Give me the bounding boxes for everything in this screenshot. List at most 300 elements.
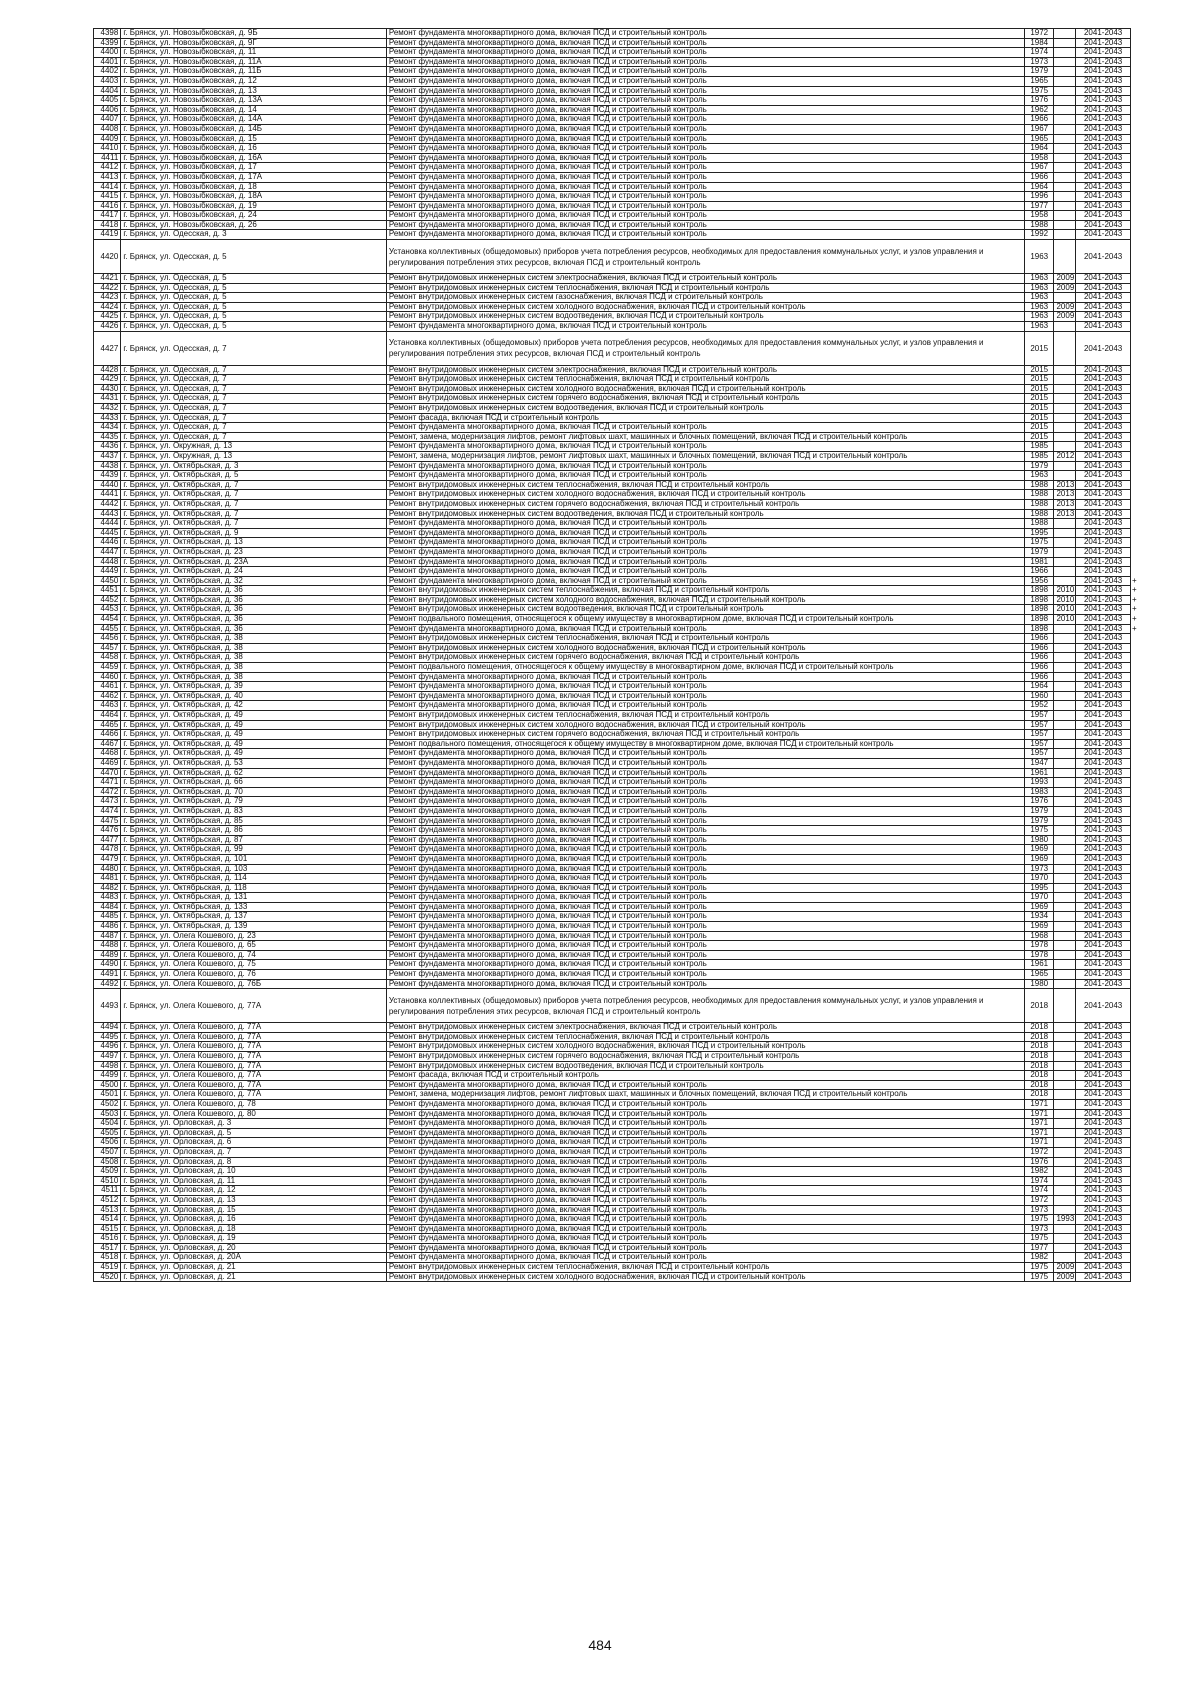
last-repair-year-cell bbox=[1054, 1042, 1076, 1052]
address-cell: г. Брянск, ул. Октябрьская, д. 13 bbox=[121, 538, 387, 548]
row-number: 4433 bbox=[94, 413, 121, 423]
address-cell: г. Брянск, ул. Октябрьская, д. 62 bbox=[121, 768, 387, 778]
last-repair-year-cell bbox=[1054, 1176, 1076, 1186]
mark-cell bbox=[1130, 499, 1142, 509]
last-repair-year-cell bbox=[1054, 1109, 1076, 1119]
table-row bbox=[94, 1119, 1143, 1129]
row-number: 4514 bbox=[94, 1215, 121, 1225]
address-cell: г. Брянск, ул. Олега Кошевого, д. 80 bbox=[121, 1109, 387, 1119]
build-year-cell: 1971 bbox=[1024, 1099, 1054, 1109]
page-number: 484 bbox=[588, 1637, 612, 1653]
last-repair-year-cell bbox=[1054, 86, 1076, 96]
last-repair-year-cell: 2013 bbox=[1054, 480, 1076, 490]
row-number: 4418 bbox=[94, 220, 121, 230]
mark-cell bbox=[1130, 1042, 1142, 1052]
work-type-cell: Ремонт фундамента многоквартирного дома, включая ПСД и строительный контроль bbox=[386, 979, 1024, 989]
mark-cell bbox=[1130, 941, 1142, 951]
build-year-cell: 1966 bbox=[1024, 567, 1054, 577]
last-repair-year-cell: 2010 bbox=[1054, 595, 1076, 605]
last-repair-year-cell: 2009 bbox=[1054, 312, 1076, 322]
row-number: 4412 bbox=[94, 163, 121, 173]
last-repair-year-cell bbox=[1054, 979, 1076, 989]
row-number: 4434 bbox=[94, 423, 121, 433]
mark-cell bbox=[1130, 1128, 1142, 1138]
address-cell: г. Брянск, ул. Орловская, д. 3 bbox=[121, 1119, 387, 1129]
work-type-cell: Ремонт внутридомовых инженерных систем горячего водоснабжения, включая ПСД и строительный контроль bbox=[386, 730, 1024, 740]
last-repair-year-cell bbox=[1054, 682, 1076, 692]
planned-period-cell: 2041-2043 bbox=[1076, 274, 1131, 284]
mark-cell bbox=[1130, 240, 1142, 274]
table-row bbox=[94, 605, 1143, 615]
work-type-cell: Ремонт фундамента многоквартирного дома, включая ПСД и строительный контроль bbox=[386, 48, 1024, 58]
build-year-cell: 2015 bbox=[1024, 404, 1054, 414]
table-row bbox=[94, 1176, 1143, 1186]
mark-cell bbox=[1130, 711, 1142, 721]
address-cell: г. Брянск, ул. Одесская, д. 7 bbox=[121, 432, 387, 442]
last-repair-year-cell bbox=[1054, 672, 1076, 682]
mark-cell bbox=[1130, 826, 1142, 836]
last-repair-year-cell bbox=[1054, 115, 1076, 125]
last-repair-year-cell bbox=[1054, 893, 1076, 903]
build-year-cell: 1966 bbox=[1024, 634, 1054, 644]
address-cell: г. Брянск, ул. Одесская, д. 5 bbox=[121, 312, 387, 322]
mark-cell bbox=[1130, 1263, 1142, 1273]
work-type-cell: Ремонт внутридомовых инженерных систем водоотведения, включая ПСД и строительный контроль bbox=[386, 404, 1024, 414]
planned-period-cell: 2041-2043 bbox=[1076, 1109, 1131, 1119]
row-number: 4442 bbox=[94, 499, 121, 509]
last-repair-year-cell bbox=[1054, 1052, 1076, 1062]
planned-period-cell: 2041-2043 bbox=[1076, 835, 1131, 845]
work-type-cell: Ремонт фундамента многоквартирного дома, включая ПСД и строительный контроль bbox=[386, 893, 1024, 903]
work-type-cell: Ремонт подвального помещения, относящегося к общему имуществу в многоквартирном доме, включая ПСД и строительный контроль bbox=[386, 615, 1024, 625]
work-type-cell: Ремонт фундамента многоквартирного дома, включая ПСД и строительный контроль bbox=[386, 950, 1024, 960]
last-repair-year-cell bbox=[1054, 778, 1076, 788]
row-number: 4516 bbox=[94, 1234, 121, 1244]
build-year-cell: 1971 bbox=[1024, 1128, 1054, 1138]
work-type-cell: Ремонт внутридомовых инженерных систем горячего водоснабжения, включая ПСД и строительный контроль bbox=[386, 499, 1024, 509]
planned-period-cell: 2041-2043 bbox=[1076, 1042, 1131, 1052]
planned-period-cell: 2041-2043 bbox=[1076, 586, 1131, 596]
table-row bbox=[94, 711, 1143, 721]
mark-cell bbox=[1130, 864, 1142, 874]
work-type-cell: Ремонт фундамента многоквартирного дома, включая ПСД и строительный контроль bbox=[386, 538, 1024, 548]
address-cell: г. Брянск, ул. Олега Кошевого, д. 77А bbox=[121, 1071, 387, 1081]
last-repair-year-cell bbox=[1054, 922, 1076, 932]
mark-cell bbox=[1130, 883, 1142, 893]
mark-cell bbox=[1130, 1099, 1142, 1109]
planned-period-cell: 2041-2043 bbox=[1076, 211, 1131, 221]
last-repair-year-cell bbox=[1054, 211, 1076, 221]
build-year-cell: 1963 bbox=[1024, 312, 1054, 322]
table-row bbox=[94, 931, 1143, 941]
mark-cell bbox=[1130, 1243, 1142, 1253]
planned-period-cell: 2041-2043 bbox=[1076, 312, 1131, 322]
last-repair-year-cell bbox=[1054, 845, 1076, 855]
work-type-cell: Ремонт фундамента многоквартирного дома, включая ПСД и строительный контроль bbox=[386, 576, 1024, 586]
address-cell: г. Брянск, ул. Орловская, д. 15 bbox=[121, 1205, 387, 1215]
build-year-cell: 1975 bbox=[1024, 1263, 1054, 1273]
build-year-cell: 2015 bbox=[1024, 413, 1054, 423]
work-type-cell: Ремонт фундамента многоквартирного дома, включая ПСД и строительный контроль bbox=[386, 864, 1024, 874]
work-type-cell: Ремонт фундамента многоквартирного дома, включая ПСД и строительный контроль bbox=[386, 96, 1024, 106]
planned-period-cell: 2041-2043 bbox=[1076, 1263, 1131, 1273]
planned-period-cell: 2041-2043 bbox=[1076, 701, 1131, 711]
build-year-cell: 2015 bbox=[1024, 423, 1054, 433]
work-type-cell: Ремонт фундамента многоквартирного дома, включая ПСД и строительный контроль bbox=[386, 1080, 1024, 1090]
mark-cell bbox=[1130, 1061, 1142, 1071]
work-type-cell: Ремонт внутридомовых инженерных систем горячего водоснабжения, включая ПСД и строительный контроль bbox=[386, 653, 1024, 663]
address-cell: г. Брянск, ул. Новозыбковская, д. 9Г bbox=[121, 38, 387, 48]
address-cell: г. Брянск, ул. Октябрьская, д. 114 bbox=[121, 874, 387, 884]
table-row bbox=[94, 182, 1143, 192]
row-number: 4462 bbox=[94, 691, 121, 701]
build-year-cell: 1995 bbox=[1024, 528, 1054, 538]
row-number: 4456 bbox=[94, 634, 121, 644]
planned-period-cell: 2041-2043 bbox=[1076, 941, 1131, 951]
work-type-cell: Ремонт фундамента многоквартирного дома, включая ПСД и строительный контроль bbox=[386, 902, 1024, 912]
last-repair-year-cell bbox=[1054, 442, 1076, 452]
row-number: 4475 bbox=[94, 816, 121, 826]
row-number: 4495 bbox=[94, 1032, 121, 1042]
table-row bbox=[94, 538, 1143, 548]
planned-period-cell: 2041-2043 bbox=[1076, 1243, 1131, 1253]
row-number: 4454 bbox=[94, 615, 121, 625]
table-row bbox=[94, 312, 1143, 322]
address-cell: г. Брянск, ул. Октябрьская, д. 49 bbox=[121, 730, 387, 740]
row-number: 4488 bbox=[94, 941, 121, 951]
mark-cell bbox=[1130, 653, 1142, 663]
mark-cell bbox=[1130, 220, 1142, 230]
build-year-cell: 1975 bbox=[1024, 1215, 1054, 1225]
last-repair-year-cell: 2013 bbox=[1054, 490, 1076, 500]
row-number: 4474 bbox=[94, 806, 121, 816]
address-cell: г. Брянск, ул. Октябрьская, д. 83 bbox=[121, 806, 387, 816]
build-year-cell: 1898 bbox=[1024, 595, 1054, 605]
build-year-cell: 1957 bbox=[1024, 711, 1054, 721]
row-number: 4498 bbox=[94, 1061, 121, 1071]
work-type-cell: Ремонт фундамента многоквартирного дома, включая ПСД и строительный контроль bbox=[386, 1243, 1024, 1253]
last-repair-year-cell bbox=[1054, 1167, 1076, 1177]
table-row bbox=[94, 883, 1143, 893]
address-cell: г. Брянск, ул. Олега Кошевого, д. 23 bbox=[121, 931, 387, 941]
table-row bbox=[94, 48, 1143, 58]
row-number: 4451 bbox=[94, 586, 121, 596]
last-repair-year-cell bbox=[1054, 989, 1076, 1023]
build-year-cell: 2018 bbox=[1024, 1080, 1054, 1090]
build-year-cell: 1956 bbox=[1024, 576, 1054, 586]
row-number: 4428 bbox=[94, 365, 121, 375]
address-cell: г. Брянск, ул. Октябрьская, д. 39 bbox=[121, 682, 387, 692]
last-repair-year-cell bbox=[1054, 1099, 1076, 1109]
planned-period-cell: 2041-2043 bbox=[1076, 1032, 1131, 1042]
build-year-cell: 1975 bbox=[1024, 538, 1054, 548]
address-cell: г. Брянск, ул. Октябрьская, д. 32 bbox=[121, 576, 387, 586]
row-number: 4501 bbox=[94, 1090, 121, 1100]
build-year-cell: 1976 bbox=[1024, 96, 1054, 106]
mark-cell bbox=[1130, 413, 1142, 423]
planned-period-cell: 2041-2043 bbox=[1076, 826, 1131, 836]
planned-period-cell: 2041-2043 bbox=[1076, 230, 1131, 240]
row-number: 4427 bbox=[94, 331, 121, 365]
mark-cell bbox=[1130, 509, 1142, 519]
address-cell: г. Брянск, ул. Орловская, д. 5 bbox=[121, 1128, 387, 1138]
mark-cell bbox=[1130, 1176, 1142, 1186]
planned-period-cell: 2041-2043 bbox=[1076, 989, 1131, 1023]
mark-cell bbox=[1130, 274, 1142, 284]
row-number: 4448 bbox=[94, 557, 121, 567]
mark-cell bbox=[1130, 404, 1142, 414]
row-number: 4499 bbox=[94, 1071, 121, 1081]
build-year-cell: 1963 bbox=[1024, 274, 1054, 284]
planned-period-cell: 2041-2043 bbox=[1076, 76, 1131, 86]
planned-period-cell: 2041-2043 bbox=[1076, 144, 1131, 154]
address-cell: г. Брянск, ул. Новозыбковская, д. 15 bbox=[121, 134, 387, 144]
address-cell: г. Брянск, ул. Одесская, д. 7 bbox=[121, 365, 387, 375]
work-type-cell: Ремонт фундамента многоквартирного дома, включая ПСД и строительный контроль bbox=[386, 758, 1024, 768]
table-row bbox=[94, 778, 1143, 788]
table-row bbox=[94, 201, 1143, 211]
work-type-cell: Ремонт фундамента многоквартирного дома, включая ПСД и строительный контроль bbox=[386, 461, 1024, 471]
mark-cell bbox=[1130, 163, 1142, 173]
address-cell: г. Брянск, ул. Орловская, д. 13 bbox=[121, 1195, 387, 1205]
row-number: 4487 bbox=[94, 931, 121, 941]
work-type-cell: Ремонт фундамента многоквартирного дома, включая ПСД и строительный контроль bbox=[386, 854, 1024, 864]
mark-cell bbox=[1130, 528, 1142, 538]
build-year-cell: 1963 bbox=[1024, 302, 1054, 312]
planned-period-cell: 2041-2043 bbox=[1076, 653, 1131, 663]
address-cell: г. Брянск, ул. Орловская, д. 19 bbox=[121, 1234, 387, 1244]
row-number: 4424 bbox=[94, 302, 121, 312]
work-type-cell: Ремонт фундамента многоквартирного дома, включая ПСД и строительный контроль bbox=[386, 105, 1024, 115]
mark-cell bbox=[1130, 758, 1142, 768]
work-type-cell: Ремонт фундамента многоквартирного дома, включая ПСД и строительный контроль bbox=[386, 1195, 1024, 1205]
planned-period-cell: 2041-2043 bbox=[1076, 663, 1131, 673]
last-repair-year-cell bbox=[1054, 519, 1076, 529]
mark-cell bbox=[1130, 1224, 1142, 1234]
work-type-cell: Ремонт фундамента многоквартирного дома, включая ПСД и строительный контроль bbox=[386, 163, 1024, 173]
mark-cell bbox=[1130, 293, 1142, 303]
last-repair-year-cell bbox=[1054, 293, 1076, 303]
last-repair-year-cell bbox=[1054, 192, 1076, 202]
planned-period-cell: 2041-2043 bbox=[1076, 778, 1131, 788]
table-row bbox=[94, 720, 1143, 730]
address-cell: г. Брянск, ул. Новозыбковская, д. 17А bbox=[121, 172, 387, 182]
address-cell: г. Брянск, ул. Одесская, д. 5 bbox=[121, 283, 387, 293]
planned-period-cell: 2041-2043 bbox=[1076, 950, 1131, 960]
work-type-cell: Ремонт фундамента многоквартирного дома, включая ПСД и строительный контроль bbox=[386, 547, 1024, 557]
last-repair-year-cell bbox=[1054, 864, 1076, 874]
last-repair-year-cell: 2010 bbox=[1054, 615, 1076, 625]
mark-cell bbox=[1130, 893, 1142, 903]
work-type-cell: Ремонт внутридомовых инженерных систем водоотведения, включая ПСД и строительный контроль bbox=[386, 312, 1024, 322]
last-repair-year-cell bbox=[1054, 57, 1076, 67]
mark-cell bbox=[1130, 538, 1142, 548]
mark-cell bbox=[1130, 874, 1142, 884]
row-number: 4421 bbox=[94, 274, 121, 284]
planned-period-cell: 2041-2043 bbox=[1076, 322, 1131, 332]
work-type-cell: Ремонт фундамента многоквартирного дома, включая ПСД и строительный контроль bbox=[386, 67, 1024, 77]
work-type-cell: Установка коллективных (общедомовых) приборов учета потребления ресурсов, необходимых для предоставления коммунальных услуг, и узлов управления и регулирования потребления этих ресурсов, включая ПСД и строительный контроль bbox=[386, 989, 1024, 1023]
table-row bbox=[94, 845, 1143, 855]
build-year-cell: 1971 bbox=[1024, 1109, 1054, 1119]
address-cell: г. Брянск, ул. Олега Кошевого, д. 76 bbox=[121, 970, 387, 980]
work-type-cell: Ремонт, замена, модернизация лифтов, ремонт лифтовых шахт, машинных и блочных помещений, включая ПСД и строительный контроль bbox=[386, 432, 1024, 442]
build-year-cell: 2018 bbox=[1024, 1090, 1054, 1100]
row-number: 4449 bbox=[94, 567, 121, 577]
last-repair-year-cell: 2010 bbox=[1054, 586, 1076, 596]
table-row bbox=[94, 653, 1143, 663]
address-cell: г. Брянск, ул. Одесская, д. 5 bbox=[121, 240, 387, 274]
table-row bbox=[94, 1205, 1143, 1215]
mark-cell bbox=[1130, 302, 1142, 312]
address-cell: г. Брянск, ул. Орловская, д. 16 bbox=[121, 1215, 387, 1225]
planned-period-cell: 2041-2043 bbox=[1076, 845, 1131, 855]
build-year-cell: 1996 bbox=[1024, 192, 1054, 202]
table-row bbox=[94, 567, 1143, 577]
table-row bbox=[94, 758, 1143, 768]
table-row bbox=[94, 442, 1143, 452]
table-row bbox=[94, 1032, 1143, 1042]
row-number: 4463 bbox=[94, 701, 121, 711]
planned-period-cell: 2041-2043 bbox=[1076, 48, 1131, 58]
table-row bbox=[94, 57, 1143, 67]
work-type-cell: Ремонт фундамента многоквартирного дома, включая ПСД и строительный контроль bbox=[386, 960, 1024, 970]
work-type-cell: Ремонт внутридомовых инженерных систем водоотведения, включая ПСД и строительный контроль bbox=[386, 509, 1024, 519]
row-number: 4513 bbox=[94, 1205, 121, 1215]
planned-period-cell: 2041-2043 bbox=[1076, 1195, 1131, 1205]
table-row bbox=[94, 663, 1143, 673]
work-type-cell: Ремонт внутридомовых инженерных систем холодного водоснабжения, включая ПСД и строительный контроль bbox=[386, 1272, 1024, 1282]
planned-period-cell: 2041-2043 bbox=[1076, 499, 1131, 509]
mark-cell bbox=[1130, 730, 1142, 740]
last-repair-year-cell bbox=[1054, 394, 1076, 404]
address-cell: г. Брянск, ул. Октябрьская, д. 7 bbox=[121, 490, 387, 500]
planned-period-cell: 2041-2043 bbox=[1076, 480, 1131, 490]
table-row bbox=[94, 461, 1143, 471]
build-year-cell: 1969 bbox=[1024, 922, 1054, 932]
table-row bbox=[94, 615, 1143, 625]
row-number: 4483 bbox=[94, 893, 121, 903]
last-repair-year-cell: 2009 bbox=[1054, 283, 1076, 293]
mark-cell bbox=[1130, 912, 1142, 922]
row-number: 4408 bbox=[94, 124, 121, 134]
mark-cell bbox=[1130, 922, 1142, 932]
mark-cell bbox=[1130, 691, 1142, 701]
table-row bbox=[94, 302, 1143, 312]
row-number: 4478 bbox=[94, 845, 121, 855]
mark-cell bbox=[1130, 854, 1142, 864]
planned-period-cell: 2041-2043 bbox=[1076, 643, 1131, 653]
table-row bbox=[94, 375, 1143, 385]
row-number: 4464 bbox=[94, 711, 121, 721]
planned-period-cell: 2041-2043 bbox=[1076, 528, 1131, 538]
address-cell: г. Брянск, ул. Новозыбковская, д. 18 bbox=[121, 182, 387, 192]
last-repair-year-cell bbox=[1054, 730, 1076, 740]
mark-cell bbox=[1130, 979, 1142, 989]
row-number: 4481 bbox=[94, 874, 121, 884]
mark-cell bbox=[1130, 115, 1142, 125]
table-row bbox=[94, 1195, 1143, 1205]
planned-period-cell: 2041-2043 bbox=[1076, 96, 1131, 106]
row-number: 4460 bbox=[94, 672, 121, 682]
build-year-cell: 1962 bbox=[1024, 105, 1054, 115]
build-year-cell: 1988 bbox=[1024, 499, 1054, 509]
address-cell: г. Брянск, ул. Октябрьская, д. 70 bbox=[121, 787, 387, 797]
work-type-cell: Ремонт фундамента многоквартирного дома, включая ПСД и строительный контроль bbox=[386, 38, 1024, 48]
last-repair-year-cell bbox=[1054, 835, 1076, 845]
build-year-cell: 1982 bbox=[1024, 1253, 1054, 1263]
planned-period-cell: 2041-2043 bbox=[1076, 115, 1131, 125]
planned-period-cell: 2041-2043 bbox=[1076, 1234, 1131, 1244]
row-number: 4438 bbox=[94, 461, 121, 471]
last-repair-year-cell bbox=[1054, 576, 1076, 586]
build-year-cell: 1967 bbox=[1024, 124, 1054, 134]
address-cell: г. Брянск, ул. Новозыбковская, д. 14А bbox=[121, 115, 387, 125]
planned-period-cell: 2041-2043 bbox=[1076, 1176, 1131, 1186]
row-number: 4445 bbox=[94, 528, 121, 538]
build-year-cell: 1970 bbox=[1024, 893, 1054, 903]
build-year-cell: 1964 bbox=[1024, 182, 1054, 192]
last-repair-year-cell bbox=[1054, 931, 1076, 941]
build-year-cell: 1960 bbox=[1024, 691, 1054, 701]
address-cell: г. Брянск, ул. Октябрьская, д. 87 bbox=[121, 835, 387, 845]
last-repair-year-cell bbox=[1054, 96, 1076, 106]
table-row bbox=[94, 691, 1143, 701]
table-row bbox=[94, 586, 1143, 596]
table-row bbox=[94, 1071, 1143, 1081]
table-row bbox=[94, 519, 1143, 529]
address-cell: г. Брянск, ул. Одесская, д. 7 bbox=[121, 331, 387, 365]
planned-period-cell: 2041-2043 bbox=[1076, 758, 1131, 768]
last-repair-year-cell bbox=[1054, 1243, 1076, 1253]
build-year-cell: 1995 bbox=[1024, 883, 1054, 893]
table-row bbox=[94, 394, 1143, 404]
table-row bbox=[94, 413, 1143, 423]
table-row bbox=[94, 739, 1143, 749]
table-row bbox=[94, 730, 1143, 740]
last-repair-year-cell bbox=[1054, 970, 1076, 980]
work-type-cell: Ремонт внутридомовых инженерных систем горячего водоснабжения, включая ПСД и строительный контроль bbox=[386, 394, 1024, 404]
build-year-cell: 1965 bbox=[1024, 134, 1054, 144]
work-type-cell: Ремонт фасада, включая ПСД и строительный контроль bbox=[386, 1071, 1024, 1081]
work-type-cell: Ремонт внутридомовых инженерных систем холодного водоснабжения, включая ПСД и строительный контроль bbox=[386, 384, 1024, 394]
build-year-cell: 1898 bbox=[1024, 624, 1054, 634]
work-type-cell: Ремонт фундамента многоквартирного дома, включая ПСД и строительный контроль bbox=[386, 691, 1024, 701]
work-type-cell: Ремонт фундамента многоквартирного дома, включая ПСД и строительный контроль bbox=[386, 806, 1024, 816]
work-type-cell: Ремонт фундамента многоквартирного дома, включая ПСД и строительный контроль bbox=[386, 1176, 1024, 1186]
table-row bbox=[94, 384, 1143, 394]
mark-cell bbox=[1130, 134, 1142, 144]
table-row bbox=[94, 1109, 1143, 1119]
work-type-cell: Ремонт фундамента многоквартирного дома, включая ПСД и строительный контроль bbox=[386, 1147, 1024, 1157]
mark-cell: + bbox=[1131, 585, 1137, 595]
build-year-cell: 1965 bbox=[1024, 970, 1054, 980]
planned-period-cell: 2041-2043 bbox=[1076, 413, 1131, 423]
mark-cell bbox=[1130, 394, 1142, 404]
table-row bbox=[94, 1138, 1143, 1148]
build-year-cell: 1974 bbox=[1024, 48, 1054, 58]
planned-period-cell: 2041-2043 bbox=[1076, 768, 1131, 778]
planned-period-cell: 2041-2043 bbox=[1076, 1157, 1131, 1167]
row-number: 4405 bbox=[94, 96, 121, 106]
table-row bbox=[94, 38, 1143, 48]
row-number: 4406 bbox=[94, 105, 121, 115]
build-year-cell: 1979 bbox=[1024, 547, 1054, 557]
build-year-cell: 2018 bbox=[1024, 1023, 1054, 1033]
last-repair-year-cell: 2012 bbox=[1054, 451, 1076, 461]
table-row bbox=[94, 283, 1143, 293]
work-type-cell: Ремонт внутридомовых инженерных систем электроснабжения, включая ПСД и строительный контроль bbox=[386, 1023, 1024, 1033]
